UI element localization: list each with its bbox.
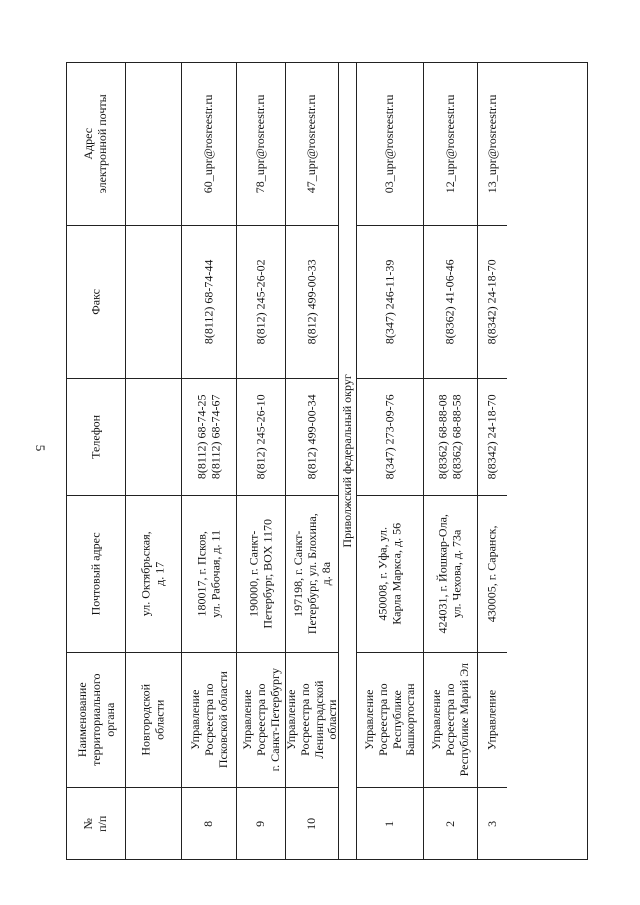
cell-text-organ: Управление xyxy=(484,689,499,751)
table-cell-address xyxy=(181,495,236,652)
cell-text-number: 1 xyxy=(382,820,397,827)
page-number: 5 xyxy=(33,444,48,452)
table-cell-phone xyxy=(477,378,507,495)
table-cell-organ xyxy=(125,652,181,787)
cell-text-phone: 8(8342) 24-18-70 xyxy=(484,394,499,480)
header-cell-address xyxy=(67,495,125,652)
cell-text-address: 190000, г. Санкт- Петербург, BOX 1170 xyxy=(246,519,274,629)
table-cell-phone xyxy=(423,378,477,495)
section-header-cell xyxy=(338,63,356,859)
header-label-number: № п/п xyxy=(81,815,109,832)
table-cell-phone xyxy=(236,378,285,495)
table-cell-fax xyxy=(236,225,285,378)
table-cell-address xyxy=(236,495,285,652)
table-cell-phone xyxy=(356,378,423,495)
table-cell-fax xyxy=(356,225,423,378)
table-cell-email xyxy=(181,63,236,225)
cell-text-email: 60_upr@rosreestr.ru xyxy=(201,94,216,194)
table-cell-phone xyxy=(125,378,181,495)
cell-text-fax: 8(812) 245-26-02 xyxy=(253,259,268,345)
cell-text-email: 47_upr@rosreestr.ru xyxy=(304,94,319,194)
cell-text-email: 12_upr@rosreestr.ru xyxy=(442,94,457,194)
header-label-fax: Факс xyxy=(88,289,103,315)
table-cell-address xyxy=(125,495,181,652)
table-cell-number xyxy=(236,787,285,859)
table-cell-email xyxy=(125,63,181,225)
cell-text-organ: Управление Росреестра по Ленинградской области xyxy=(283,681,339,759)
table-cell-number xyxy=(181,787,236,859)
table-cell-email xyxy=(285,63,338,225)
table-cell-organ xyxy=(477,652,507,787)
table-cell-organ xyxy=(423,652,477,787)
cell-text-organ: Управление Росреестра по г. Санкт-Петербургу xyxy=(239,668,281,772)
cell-text-phone: 8(8362) 68-88-08 8(8362) 68-88-58 xyxy=(435,394,464,480)
header-cell-number xyxy=(67,787,125,859)
cell-text-number: 8 xyxy=(201,820,216,827)
header-label-address: Почтовый адрес xyxy=(88,532,103,616)
header-cell-organ xyxy=(67,652,125,787)
cell-text-number: 9 xyxy=(253,820,268,827)
table-cell-organ xyxy=(181,652,236,787)
table-cell-organ xyxy=(285,652,338,787)
cell-text-fax: 8(8342) 24-18-70 xyxy=(484,259,499,345)
cell-text-address: ул. Октябрьская, д. 17 xyxy=(138,531,167,617)
table-cell-phone xyxy=(181,378,236,495)
table-cell-address xyxy=(423,495,477,652)
header-label-phone: Телефон xyxy=(88,415,103,459)
cell-text-fax: 8(8112) 68-74-44 xyxy=(201,259,216,345)
cell-text-address: 424031, г. Йошкар-Ола, ул. Чехова, д. 73а xyxy=(435,514,464,634)
header-cell-phone xyxy=(67,378,125,495)
offices-table xyxy=(66,62,588,860)
cell-text-organ: Управление Росреестра по Республике Марий Эл xyxy=(428,663,471,777)
table-cell-address xyxy=(356,495,423,652)
cell-text-organ: Управление Росреестра по Псковской области xyxy=(187,671,229,769)
table-cell-fax xyxy=(285,225,338,378)
table-cell-email xyxy=(477,63,507,225)
section-title: Приволжский федеральный округ xyxy=(339,374,354,548)
cell-text-email: 03_upr@rosreestr.ru xyxy=(382,94,397,194)
table-cell-number xyxy=(477,787,507,859)
cell-text-organ: Новгородской области xyxy=(138,684,167,756)
header-cell-fax xyxy=(67,225,125,378)
cell-text-phone: 8(8112) 68-74-25 8(8112) 68-74-67 xyxy=(194,394,222,480)
cell-text-address: 180017, г. Псков, ул. Рабочая, д. 11 xyxy=(194,530,222,618)
table-cell-fax xyxy=(181,225,236,378)
table-cell-email xyxy=(356,63,423,225)
cell-text-phone: 8(812) 245-26-10 xyxy=(253,394,268,480)
table-cell-number xyxy=(285,787,338,859)
cell-text-address: 450008, г. Уфа, ул. Карла Маркса, д. 56 xyxy=(375,523,403,625)
table-cell-number xyxy=(423,787,477,859)
table-cell-phone xyxy=(285,378,338,495)
table-cell-fax xyxy=(477,225,507,378)
cell-text-email: 78_upr@rosreestr.ru xyxy=(253,94,268,194)
table-cell-address xyxy=(285,495,338,652)
cell-text-phone: 8(812) 499-00-34 xyxy=(304,394,319,480)
cell-text-email: 13_upr@rosreestr.ru xyxy=(484,94,499,194)
table-cell-address xyxy=(477,495,507,652)
table-cell-email xyxy=(236,63,285,225)
cell-text-fax: 8(8362) 41-06-46 xyxy=(442,259,457,345)
cell-text-fax: 8(812) 499-00-33 xyxy=(304,259,319,345)
cell-text-phone: 8(347) 273-09-76 xyxy=(382,394,397,480)
header-cell-email xyxy=(67,63,125,225)
table-cell-number xyxy=(356,787,423,859)
table-cell-number xyxy=(125,787,181,859)
table-cell-organ xyxy=(356,652,423,787)
cell-text-fax: 8(347) 246-11-39 xyxy=(382,259,397,345)
cell-text-address: 430005, г. Саранск, xyxy=(484,525,499,623)
table-cell-fax xyxy=(423,225,477,378)
cell-text-number: 2 xyxy=(442,820,457,827)
cell-text-number: 3 xyxy=(484,820,499,827)
cell-text-number: 10 xyxy=(304,817,319,830)
cell-text-address: 197198, г. Санкт- Петербург, ул. Блохина, д. 8а xyxy=(290,513,332,635)
header-label-email: Адрес электронной почты xyxy=(81,94,109,194)
table-cell-organ xyxy=(236,652,285,787)
table-cell-email xyxy=(423,63,477,225)
table-cell-fax xyxy=(125,225,181,378)
cell-text-organ: Управление Росреестра по Республике Башкортостан xyxy=(361,683,417,757)
header-label-organ: Наименование территориального органа xyxy=(74,673,116,767)
